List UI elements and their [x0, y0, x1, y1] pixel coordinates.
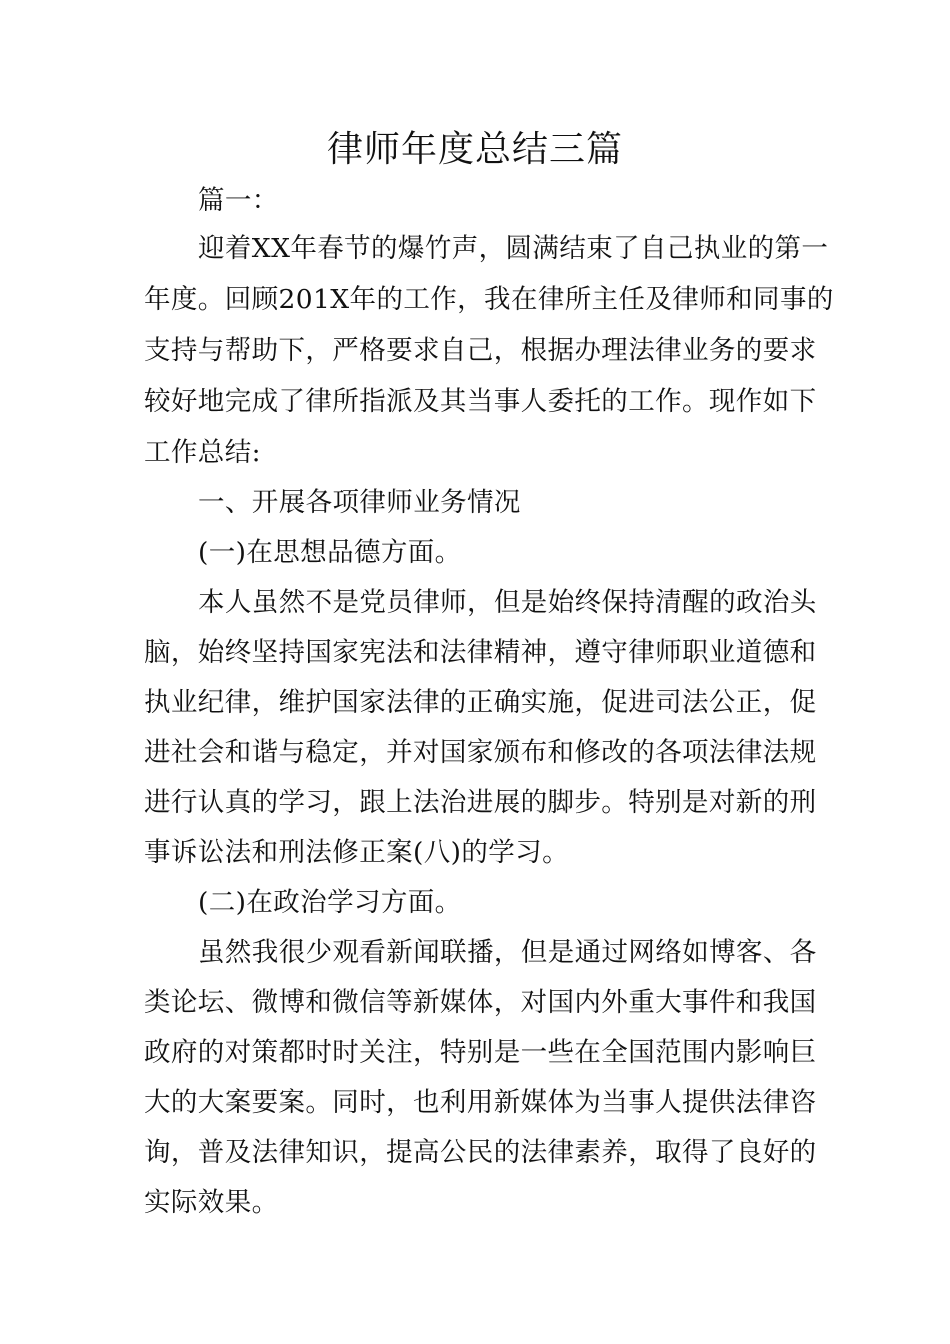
- paragraph-line: 年度。回顾201X年的工作，我在律所主任及律师和同事的: [144, 284, 834, 315]
- paragraph-line: 本人虽然不是党员律师，但是始终保持清醒的政治头: [198, 587, 817, 618]
- section-heading: 一、开展各项律师业务情况: [198, 487, 521, 518]
- paragraph-line: 进社会和谐与稳定，并对国家颁布和修改的各项法律法规: [144, 737, 817, 768]
- document-title: 律师年度总结三篇: [326, 129, 623, 170]
- paragraph-line: 询，普及法律知识，提高公民的法律素养，取得了良好的: [144, 1137, 817, 1168]
- paragraph-line: 事诉讼法和刑法修正案(八)的学习。: [144, 837, 569, 868]
- paragraph-line: 脑，始终坚持国家宪法和法律精神，遵守律师职业道德和: [144, 637, 817, 668]
- paragraph-line: 实际效果。: [144, 1187, 279, 1218]
- paragraph-line: 较好地完成了律所指派及其当事人委托的工作。现作如下: [144, 386, 817, 417]
- paragraph-line: 大的大案要案。同时，也利用新媒体为当事人提供法律咨: [144, 1087, 817, 1118]
- paragraph-line: 执业纪律，维护国家法律的正确实施，促进司法公正，促: [144, 687, 817, 718]
- paragraph-line: 虽然我很少观看新闻联播，但是通过网络如博客、各: [198, 937, 817, 968]
- section-heading-part-one: 篇一：: [198, 185, 279, 216]
- subsection-heading: (一)在思想品德方面。: [198, 537, 462, 568]
- paragraph-line: 政府的对策都时时关注，特别是一些在全国范围内影响巨: [144, 1037, 817, 1068]
- paragraph-line: 支持与帮助下，严格要求自己，根据办理法律业务的要求: [144, 335, 817, 366]
- paragraph-line: 迎着XX年春节的爆竹声，圆满结束了自己执业的第一: [198, 233, 829, 264]
- paragraph-line: 工作总结:: [144, 437, 261, 468]
- subsection-heading: (二)在政治学习方面。: [198, 887, 462, 918]
- paragraph-line: 进行认真的学习，跟上法治进展的脚步。特别是对新的刑: [144, 787, 817, 818]
- paragraph-line: 类论坛、微博和微信等新媒体，对国内外重大事件和我国: [144, 987, 817, 1018]
